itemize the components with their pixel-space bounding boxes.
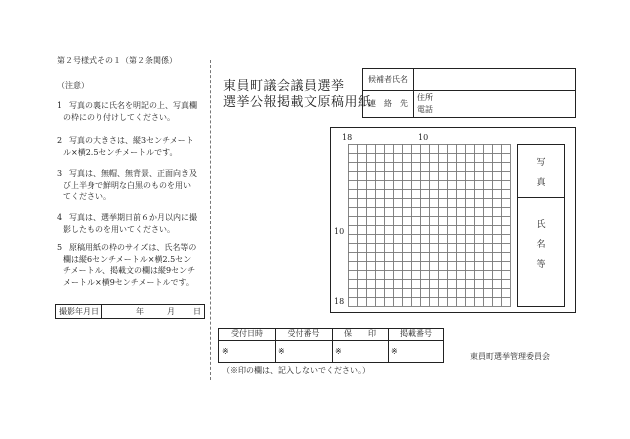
photo-date-month: 月 [167, 307, 175, 316]
note-number: 2 [57, 136, 63, 145]
note-item-5 [57, 242, 207, 288]
note-line: 写真は、無帽、無背景、正面向き及 [69, 169, 197, 178]
photo-date-year: 年 [136, 307, 144, 316]
note-item-2 [57, 135, 207, 159]
manuscript-grid[interactable] [348, 144, 511, 307]
office-mark: ※ [278, 347, 285, 356]
cut-line [210, 60, 211, 380]
notes-heading: （注意） [57, 81, 89, 90]
photo-date-label: 撮影年月日 [59, 307, 99, 316]
committee-name: 東員町選挙管理委員会 [470, 352, 550, 361]
grid-label-top-right: 18 [342, 133, 353, 142]
note-line: 影したものを用いてください。 [63, 224, 175, 234]
note-line: 欄は縦6センチメートル×横2.5セン [63, 254, 192, 264]
note-number: 5 [57, 243, 63, 252]
note-item-4 [57, 212, 207, 236]
header-seal: 保 印 [344, 329, 376, 338]
note-line: 写真の裏に氏名を明記の上、写真欄 [69, 101, 197, 110]
office-note: （※印の欄は、記入しないでください。） [222, 366, 370, 375]
note-line: 写真の大きさは、縦3センチメート [69, 136, 194, 145]
name-label: 氏 名 等 [536, 220, 546, 270]
grid-label-left-bottom: 18 [334, 297, 345, 306]
note-line: てください。 [63, 192, 111, 201]
note-number: 1 [57, 101, 63, 110]
title-line-2: 選挙公報掲載文原稿用紙 [223, 95, 372, 110]
note-line: 写真は、選挙期日前６か月以内に撮 [69, 213, 197, 222]
office-mark: ※ [335, 347, 342, 356]
note-line: 原稿用紙の枠のサイズは、氏名等の [69, 243, 197, 252]
header-received-number: 受付番号 [287, 329, 320, 338]
form-number: 第２号様式その１（第２条関係） [57, 56, 177, 65]
photo-date-box [55, 304, 205, 319]
candidate-box [362, 68, 576, 118]
office-mark: ※ [391, 347, 398, 356]
note-item-3 [57, 168, 207, 204]
grid-label-left-mid: 10 [334, 227, 345, 236]
note-line: メートル×横9センチメートルです。 [63, 277, 194, 287]
note-line: チメートル、掲載文の欄は縦9センチ [63, 266, 196, 275]
contact-label: 連 絡 先 [368, 99, 408, 108]
photo-label: 写 真 [536, 158, 546, 188]
note-line: の枠にのり付けしてください。 [63, 112, 175, 122]
photo-date-day: 日 [193, 307, 201, 316]
note-item-1 [57, 100, 207, 124]
header-publish-number: 掲載番号 [400, 329, 432, 338]
note-line: び上半身で鮮明な白黒のものを用い [63, 180, 191, 190]
header-received-date: 受付日時 [231, 329, 263, 338]
note-number: 3 [57, 169, 63, 178]
candidate-name-label: 候補者氏名 [368, 75, 408, 84]
office-table [218, 328, 444, 363]
phone-label: 電話 [417, 105, 433, 114]
note-line: ル×横2.5センチメートルです。 [63, 147, 178, 157]
address-label: 住所 [417, 93, 433, 102]
office-mark: ※ [222, 347, 229, 356]
title-line-1: 東員町議会議員選挙 [223, 79, 345, 94]
grid-label-top-mid: 10 [418, 133, 429, 142]
note-number: 4 [57, 213, 63, 222]
side-panel [517, 144, 565, 307]
